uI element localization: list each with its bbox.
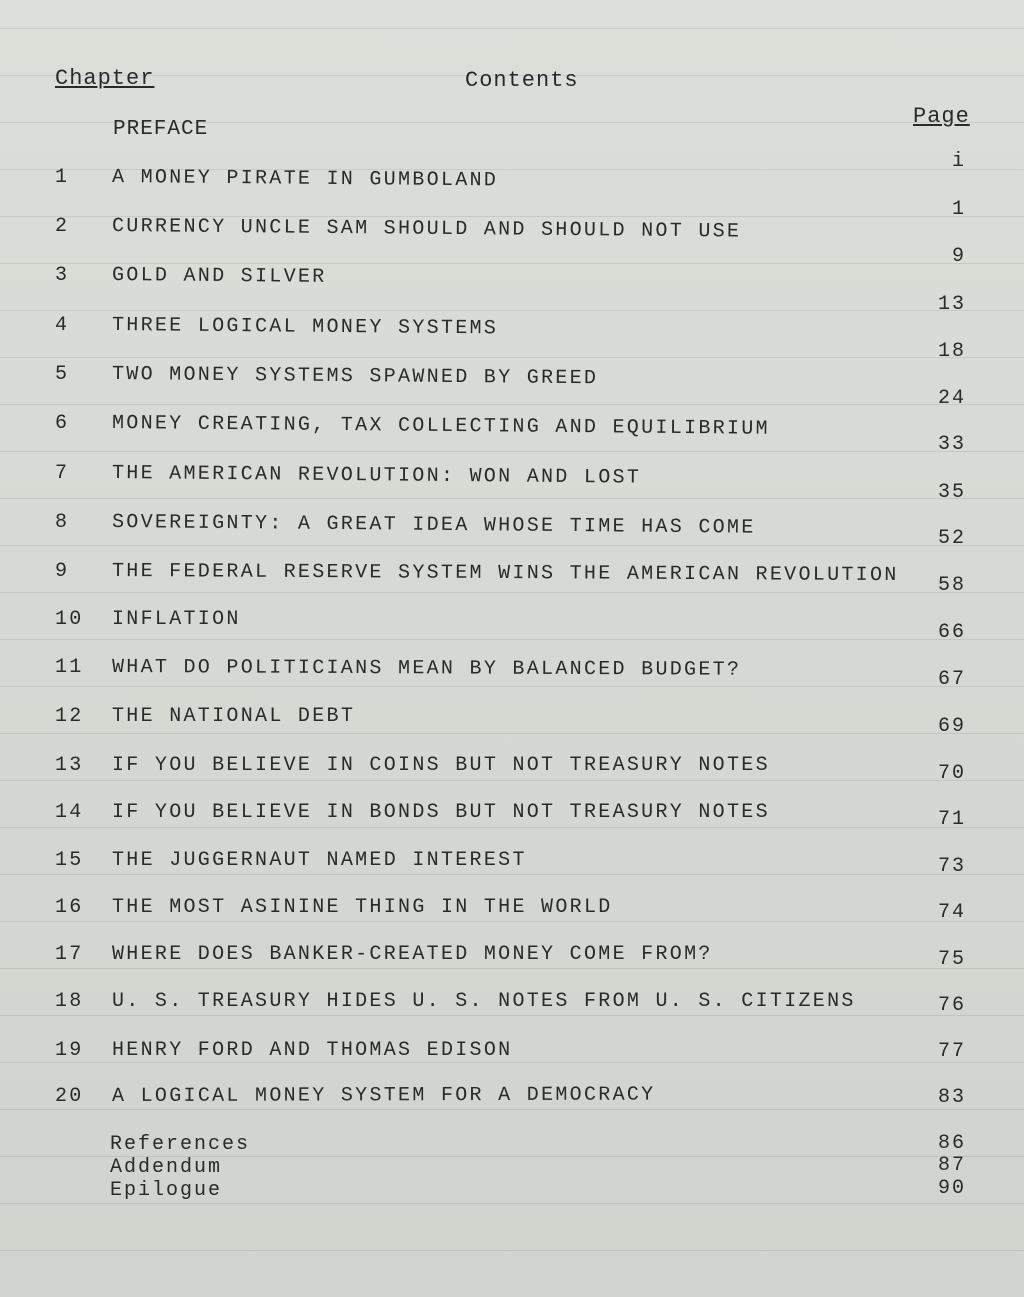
- toc-entry: [0, 215, 1024, 245]
- chapter-title: MONEY CREATING, TAX COLLECTING AND EQUILIBRIUM: [111, 412, 770, 441]
- chapter-number: 19: [55, 1039, 84, 1062]
- chapter-page-number: 9: [951, 245, 966, 268]
- chapter-page-number: 24: [937, 387, 966, 410]
- toc-entry: [0, 849, 1024, 879]
- toc-entry: [0, 166, 1024, 196]
- toc-entry: [0, 560, 1024, 590]
- preface-label: PREFACE: [113, 118, 209, 141]
- toc-entry: [0, 314, 1024, 344]
- chapter-number: 11: [55, 656, 84, 679]
- chapter-title: THE AMERICAN REVOLUTION: WON AND LOST: [111, 462, 642, 490]
- chapter-number: 14: [55, 801, 84, 824]
- chapter-page-number: 13: [937, 293, 966, 316]
- toc-entry: [0, 511, 1024, 541]
- back-matter-title: References: [110, 1133, 251, 1156]
- toc-entry: [0, 896, 1024, 926]
- chapter-page-number: 75: [937, 948, 966, 971]
- chapter-title: GOLD AND SILVER: [111, 264, 327, 289]
- chapter-page-number: 69: [937, 715, 966, 738]
- toc-entry: [0, 943, 1024, 973]
- contents-title: Contents: [465, 68, 579, 93]
- chapter-page-number: 83: [937, 1086, 966, 1109]
- chapter-number: 17: [55, 943, 84, 966]
- chapter-number: 1: [55, 166, 70, 189]
- chapter-number: 7: [55, 462, 70, 485]
- chapter-title: WHERE DOES BANKER-CREATED MONEY COME FROM?: [112, 943, 713, 966]
- chapter-column-header: Chapter: [55, 66, 155, 91]
- chapter-number: 15: [55, 849, 84, 872]
- chapter-page-number: 74: [937, 901, 966, 924]
- page-column-header: Page: [913, 104, 970, 129]
- chapter-title: IF YOU BELIEVE IN BONDS BUT NOT TREASURY NOTES: [112, 801, 770, 824]
- chapter-number: 6: [55, 412, 70, 435]
- chapter-number: 13: [55, 754, 84, 777]
- chapter-page-number: 58: [937, 574, 966, 597]
- chapter-title: IF YOU BELIEVE IN COINS BUT NOT TREASURY NOTES: [112, 754, 770, 777]
- chapter-number: 8: [55, 511, 70, 534]
- chapter-title: A LOGICAL MONEY SYSTEM FOR A DEMOCRACY: [111, 1083, 656, 1108]
- toc-entry: [0, 801, 1024, 831]
- toc-entry: [0, 462, 1024, 492]
- chapter-number: 5: [55, 363, 70, 386]
- chapter-number: 2: [55, 215, 70, 238]
- chapter-title: A MONEY PIRATE IN GUMBOLAND: [111, 166, 499, 193]
- chapter-title: THE MOST ASININE THING IN THE WORLD: [112, 896, 613, 919]
- toc-entry: [0, 656, 1024, 686]
- chapter-title: THE NATIONAL DEBT: [112, 705, 356, 728]
- chapter-title: THE FEDERAL RESERVE SYSTEM WINS THE AMERICAN REVOLUTION: [111, 560, 899, 588]
- back-matter-title: Addendum: [110, 1156, 223, 1179]
- chapter-number: 9: [55, 560, 70, 583]
- chapter-page-number: 67: [937, 668, 966, 691]
- toc-entry: [0, 754, 1024, 784]
- chapter-page-number: 70: [937, 762, 966, 785]
- chapter-number: 12: [55, 705, 84, 728]
- chapter-title: THE JUGGERNAUT NAMED INTEREST: [112, 849, 527, 872]
- chapter-title: SOVEREIGNTY: A GREAT IDEA WHOSE TIME HAS COME: [111, 511, 756, 540]
- chapter-number: 18: [55, 990, 84, 1013]
- chapter-title: INFLATION: [112, 608, 241, 631]
- chapter-title: WHAT DO POLITICIANS MEAN BY BALANCED BUDGET?: [111, 656, 742, 682]
- back-matter-title: Epilogue: [110, 1179, 223, 1202]
- toc-entry: [0, 412, 1024, 442]
- chapter-title: HENRY FORD AND THOMAS EDISON: [112, 1039, 513, 1062]
- back-matter-page-number: 90: [937, 1177, 966, 1200]
- chapter-page-number: 52: [937, 527, 966, 550]
- chapter-number: 10: [55, 608, 84, 631]
- chapter-page-number: 77: [937, 1040, 966, 1063]
- chapter-page-number: 66: [937, 621, 966, 644]
- chapter-page-number: 18: [937, 340, 966, 363]
- chapter-page-number: 33: [937, 433, 966, 456]
- chapter-number: 16: [55, 896, 84, 919]
- chapter-title: THREE LOGICAL MONEY SYSTEMS: [111, 314, 499, 341]
- preface-page-number: i: [951, 150, 966, 173]
- toc-entry: [0, 608, 1024, 638]
- chapter-number: 3: [55, 264, 70, 287]
- chapter-page-number: 71: [937, 808, 966, 831]
- chapter-title: CURRENCY UNCLE SAM SHOULD AND SHOULD NOT USE: [111, 215, 742, 244]
- toc-entry: [0, 264, 1024, 294]
- chapter-page-number: 1: [951, 198, 966, 221]
- toc-entry: [0, 1039, 1024, 1069]
- chapter-number: 20: [55, 1085, 84, 1108]
- chapter-number: 4: [55, 314, 70, 337]
- toc-entry: [0, 990, 1024, 1020]
- chapter-title: TWO MONEY SYSTEMS SPAWNED BY GREED: [111, 363, 599, 391]
- back-matter-page-number: 86: [937, 1132, 966, 1155]
- toc-entry: [0, 363, 1024, 393]
- chapter-page-number: 76: [937, 994, 966, 1017]
- chapter-page-number: 73: [937, 855, 966, 878]
- toc-entry: [0, 705, 1024, 735]
- back-matter-page-number: 87: [937, 1154, 966, 1177]
- chapter-title: U. S. TREASURY HIDES U. S. NOTES FROM U. S. CITIZENS: [112, 990, 856, 1013]
- toc-entry: [0, 1085, 1024, 1115]
- chapter-page-number: 35: [937, 481, 966, 504]
